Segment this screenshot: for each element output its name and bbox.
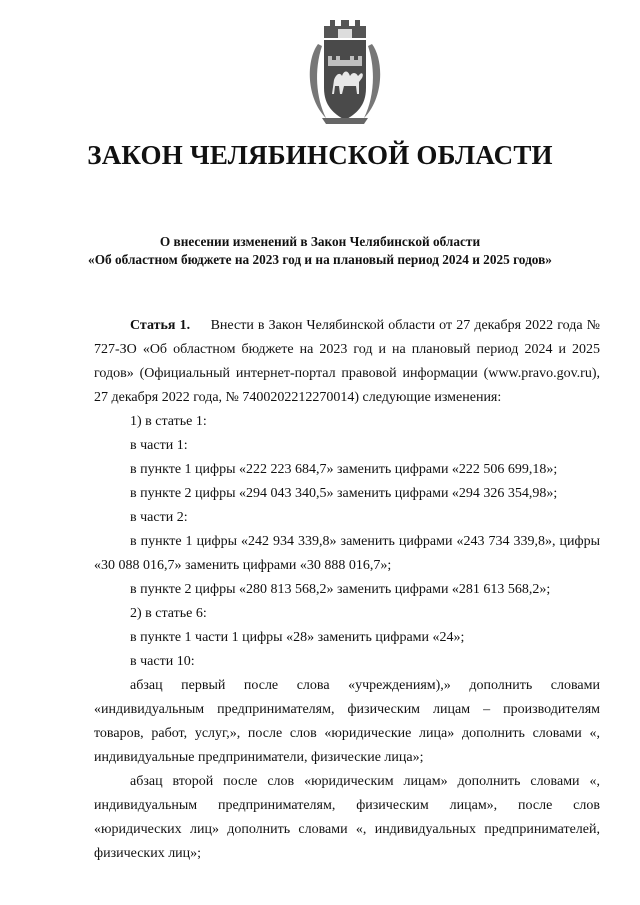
article-paragraph [94,314,600,410]
list-item: абзац второй после слов «юридическим лицам» дополнить словами «, индивидуальным предпринимателям, физическим лицам», после слов «юридических лиц» дополнить словами «, индивидуальных предпринимателей, физических лиц»; [94,774,600,861]
list-item: в пункте 1 цифры «222 223 684,7» заменить цифрами «222 506 699,18»; [130,462,558,477]
list-item: в пункте 1 части 1 цифры «28» заменить цифрами «24»; [130,630,465,645]
list-item: в пункте 2 цифры «280 813 568,2» заменить цифрами «281 613 568,2»; [130,582,551,597]
subtitle-line: О внесении изменений в Закон Челябинской области [159,234,481,249]
list-item: 2) в статье 6: [130,606,207,621]
coat-of-arms-emblem-icon [304,18,386,128]
article-label: Статья 1. [130,318,191,333]
article-intro: Внести в Закон Челябинской области от 27 декабря 2022 года № 727-ЗО «Об областном бюджете на 2023 год и на плановый период 2024 и 2025 годов» (Официальный интернет-портал правовой информации (www.pravo.gov.ru), 27 декабря 2022 года, № 7400202212270014) следующие изменения: [94,318,601,405]
document-body [94,314,600,866]
list-item: в пункте 2 цифры «294 043 340,5» заменить цифрами «294 326 354,98»; [130,486,558,501]
list-item: в части 1: [130,438,188,453]
document-title: ЗАКОН ЧЕЛЯБИНСКОЙ ОБЛАСТИ [87,140,553,170]
list-item: в части 2: [130,510,188,525]
list-item: в части 10: [130,654,195,669]
list-item: 1) в статье 1: [130,414,207,429]
list-item: в пункте 1 цифры «242 934 339,8» заменить цифрами «243 734 339,8», цифры «30 088 016,7» заменить цифрами «30 888 016,7»; [94,534,600,573]
list-item: абзац первый после слова «учреждениям),» дополнить словами «индивидуальным предпринимателям, физическим лицам – производителям товаров, работ, услуг,», после слов «юридические лица» дополнить словами «, индивидуальные предприниматели, физические лица»; [94,678,600,765]
document-subtitle [60,233,580,269]
subtitle-line: «Об областном бюджете на 2023 год и на плановый период 2024 и 2025 годов» [88,252,552,267]
